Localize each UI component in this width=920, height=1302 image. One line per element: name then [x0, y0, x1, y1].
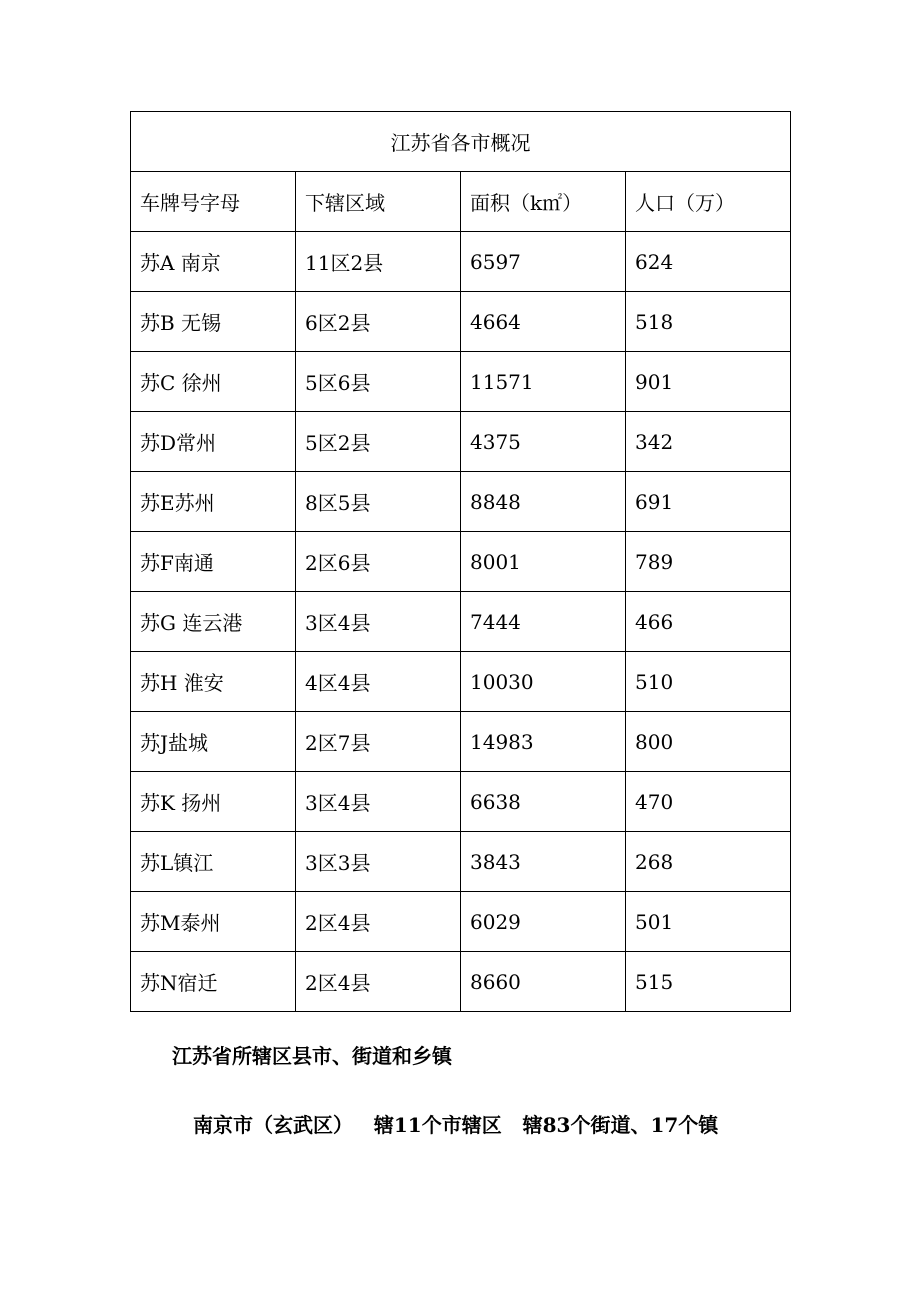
table-row	[131, 712, 791, 772]
cell-plate: 苏L镇江	[131, 832, 296, 892]
cell-plate: 苏K 扬州	[131, 772, 296, 832]
table-header-row	[131, 172, 791, 232]
table-row	[131, 652, 791, 712]
cell-districts: 2区6县	[296, 532, 461, 592]
table-row	[131, 592, 791, 652]
cell-plate: 苏D常州	[131, 412, 296, 472]
cell-plate: 苏F南通	[131, 532, 296, 592]
cell-population: 518	[626, 292, 791, 352]
cell-area: 11571	[461, 352, 626, 412]
cell-population: 466	[626, 592, 791, 652]
cell-districts: 3区4县	[296, 592, 461, 652]
cell-population: 800	[626, 712, 791, 772]
cell-area: 3843	[461, 832, 626, 892]
cell-population: 510	[626, 652, 791, 712]
table-title-row	[131, 112, 791, 172]
cell-area: 8660	[461, 952, 626, 1012]
cell-plate: 苏J盐城	[131, 712, 296, 772]
table-row	[131, 292, 791, 352]
cell-area: 10030	[461, 652, 626, 712]
cell-districts: 6区2县	[296, 292, 461, 352]
cell-plate: 苏E苏州	[131, 472, 296, 532]
cell-area: 4664	[461, 292, 626, 352]
table-row	[131, 412, 791, 472]
para-districts: 辖11个市辖区	[373, 1113, 502, 1137]
table-row	[131, 952, 791, 1012]
city-overview-table	[130, 111, 791, 1012]
table-row	[131, 892, 791, 952]
header-population: 人口（万）	[626, 172, 791, 232]
cell-districts: 2区4县	[296, 892, 461, 952]
cell-population: 624	[626, 232, 791, 292]
cell-plate: 苏G 连云港	[131, 592, 296, 652]
cell-population: 342	[626, 412, 791, 472]
cell-districts: 4区4县	[296, 652, 461, 712]
cell-population: 470	[626, 772, 791, 832]
cell-plate: 苏B 无锡	[131, 292, 296, 352]
cell-plate: 苏A 南京	[131, 232, 296, 292]
cell-districts: 3区3县	[296, 832, 461, 892]
cell-districts: 8区5县	[296, 472, 461, 532]
cell-plate: 苏N宿迁	[131, 952, 296, 1012]
cell-districts: 2区7县	[296, 712, 461, 772]
cell-area: 8848	[461, 472, 626, 532]
para-streets: 辖83个街道、17个镇	[522, 1113, 719, 1137]
cell-population: 268	[626, 832, 791, 892]
table-row	[131, 472, 791, 532]
header-districts: 下辖区域	[296, 172, 461, 232]
cell-districts: 2区4县	[296, 952, 461, 1012]
cell-population: 691	[626, 472, 791, 532]
cell-area: 14983	[461, 712, 626, 772]
cell-plate: 苏H 淮安	[131, 652, 296, 712]
table-row	[131, 352, 791, 412]
table-row	[131, 832, 791, 892]
cell-area: 4375	[461, 412, 626, 472]
cell-population: 901	[626, 352, 791, 412]
cell-districts: 5区6县	[296, 352, 461, 412]
cell-area: 7444	[461, 592, 626, 652]
cell-area: 6638	[461, 772, 626, 832]
cell-population: 501	[626, 892, 791, 952]
header-area: 面积（k㎡）	[461, 172, 626, 232]
cell-area: 6029	[461, 892, 626, 952]
cell-plate: 苏M泰州	[131, 892, 296, 952]
cell-plate: 苏C 徐州	[131, 352, 296, 412]
cell-districts: 3区4县	[296, 772, 461, 832]
cell-population: 515	[626, 952, 791, 1012]
cell-area: 8001	[461, 532, 626, 592]
nanjing-paragraph	[130, 1100, 770, 1150]
cell-population: 789	[626, 532, 791, 592]
table-title: 江苏省各市概况	[131, 112, 791, 172]
table-row	[131, 772, 791, 832]
cell-districts: 11区2县	[296, 232, 461, 292]
header-plate-letter: 车牌号字母	[131, 172, 296, 232]
table-row	[131, 532, 791, 592]
table-row	[131, 232, 791, 292]
section-heading: 江苏省所辖区县市、街道和乡镇	[172, 1044, 452, 1068]
cell-districts: 5区2县	[296, 412, 461, 472]
para-city: 南京市（玄武区）	[193, 1113, 353, 1137]
cell-area: 6597	[461, 232, 626, 292]
